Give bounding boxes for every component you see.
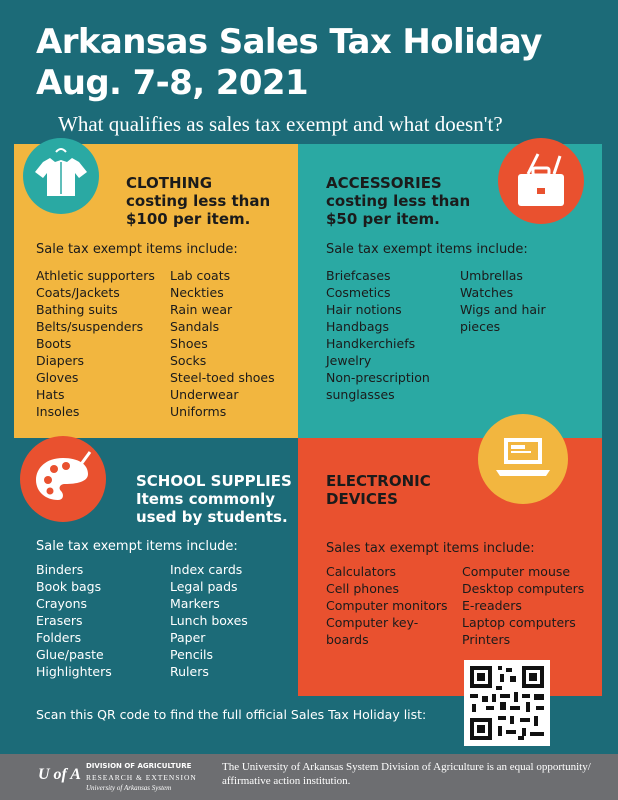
accessories-heading-3: $50 per item. (326, 210, 440, 228)
school-supplies-section (14, 438, 298, 696)
shirt-icon (23, 138, 99, 214)
clothing-section (14, 144, 298, 438)
accessories-list-2 (460, 267, 546, 335)
qr-instruction: Scan this QR code to find the full official Sales Tax Holiday list: (36, 707, 427, 722)
accessories-list-1 (326, 267, 430, 403)
clothing-heading (126, 174, 270, 228)
list-item: Handbags (326, 319, 389, 334)
list-item: Diapers (36, 353, 85, 368)
list-item: Laptop computers (462, 615, 576, 630)
list-item: Legal pads (170, 579, 238, 594)
list-item: Lunch boxes (170, 613, 248, 628)
accessories-heading (326, 174, 470, 228)
clothing-heading-2: costing less than (126, 192, 271, 210)
list-item: Underwear (170, 387, 239, 402)
list-item: Computer key- (326, 615, 419, 630)
clothing-list-2 (170, 267, 275, 420)
uofa-logo: U of A (38, 766, 81, 783)
list-item: Calculators (326, 564, 396, 579)
accessories-heading-1: ACCESSORIES (326, 174, 442, 192)
qr-code-graphic (464, 660, 550, 746)
title-line-2: Aug. 7-8, 2021 (36, 63, 309, 103)
clothing-heading-3: $100 per item. (126, 210, 251, 228)
school-list-2 (170, 561, 248, 680)
clothing-list-1 (36, 267, 155, 420)
school-heading-1: SCHOOL SUPPLIES (136, 472, 292, 490)
page-subtitle: What qualifies as sales tax exempt and what doesn't? (58, 112, 503, 136)
list-item: Paper (170, 630, 206, 645)
list-item: Lab coats (170, 268, 231, 283)
list-item: Boots (36, 336, 72, 351)
electronics-list-1 (326, 563, 448, 648)
electronics-heading-1: ELECTRONIC (326, 472, 431, 490)
list-item: E-readers (462, 598, 522, 613)
list-item: Cosmetics (326, 285, 391, 300)
list-item: boards (326, 632, 369, 647)
briefcase-icon (498, 138, 584, 224)
list-item: Crayons (36, 596, 88, 611)
electronics-intro: Sales tax exempt items include: (326, 541, 535, 556)
list-item: Computer monitors (326, 598, 448, 613)
list-item: Shoes (170, 336, 208, 351)
clothing-heading-1: CLOTHING (126, 174, 213, 192)
laptop-icon (478, 414, 568, 504)
list-item: Cell phones (326, 581, 399, 596)
electronics-list-2 (462, 563, 584, 648)
list-item: Socks (170, 353, 207, 368)
school-heading-2: Items commonly (136, 490, 276, 508)
list-item: Non-prescription (326, 370, 430, 385)
list-item: Insoles (36, 404, 80, 419)
electronics-heading-2: DEVICES (326, 490, 398, 508)
list-item: Erasers (36, 613, 83, 628)
accessories-intro: Sale tax exempt items include: (326, 242, 528, 257)
list-item: Index cards (170, 562, 243, 577)
electronics-section (298, 438, 602, 696)
list-item: Pencils (170, 647, 214, 662)
list-item: Bathing suits (36, 302, 118, 317)
list-item: Folders (36, 630, 82, 645)
list-item: sunglasses (326, 387, 395, 402)
list-item: Printers (462, 632, 511, 647)
list-item: Wigs and hair (460, 302, 546, 317)
list-item: Handkerchiefs (326, 336, 416, 351)
page-title (36, 22, 596, 104)
list-item: Glue/paste (36, 647, 104, 662)
list-item: Athletic supporters (36, 268, 155, 283)
electronics-heading (326, 472, 431, 508)
list-item: Rain wear (170, 302, 233, 317)
accessories-section (298, 144, 602, 438)
accessories-heading-2: costing less than (326, 192, 471, 210)
list-item: Jewelry (326, 353, 372, 368)
list-item: Rulers (170, 664, 209, 679)
list-item: Watches (460, 285, 514, 300)
school-list-1 (36, 561, 112, 680)
logo-line-3: University of Arkansas System (86, 784, 172, 792)
list-item: Computer mouse (462, 564, 571, 579)
school-intro: Sale tax exempt items include: (36, 539, 238, 554)
list-item: pieces (460, 319, 501, 334)
footer (0, 754, 618, 800)
list-item: Umbrellas (460, 268, 523, 283)
palette-icon (20, 436, 106, 522)
title-line-1: Arkansas Sales Tax Holiday (36, 22, 542, 62)
list-item: Sandals (170, 319, 220, 334)
list-item: Highlighters (36, 664, 112, 679)
list-item: Binders (36, 562, 84, 577)
list-item: Desktop computers (462, 581, 585, 596)
clothing-intro: Sale tax exempt items include: (36, 242, 238, 257)
list-item: Briefcases (326, 268, 391, 283)
list-item: Gloves (36, 370, 79, 385)
qr-code[interactable] (464, 660, 550, 746)
list-item: Coats/Jackets (36, 285, 120, 300)
list-item: Hats (36, 387, 65, 402)
list-item: Neckties (170, 285, 224, 300)
logo-line-2: RESEARCH & EXTENSION (86, 773, 197, 782)
list-item: Markers (170, 596, 220, 611)
logo-line-1: DIVISION OF AGRICULTURE (86, 762, 192, 770)
footer-disclaimer: The University of Arkansas System Division of Agriculture is an equal opportunity/ affirmative action institution. (222, 761, 591, 787)
list-item: Book bags (36, 579, 102, 594)
school-heading (136, 472, 292, 526)
school-heading-3: used by students. (136, 508, 288, 526)
list-item: Uniforms (170, 404, 227, 419)
list-item: Hair notions (326, 302, 402, 317)
list-item: Steel-toed shoes (170, 370, 275, 385)
list-item: Belts/suspenders (36, 319, 144, 334)
